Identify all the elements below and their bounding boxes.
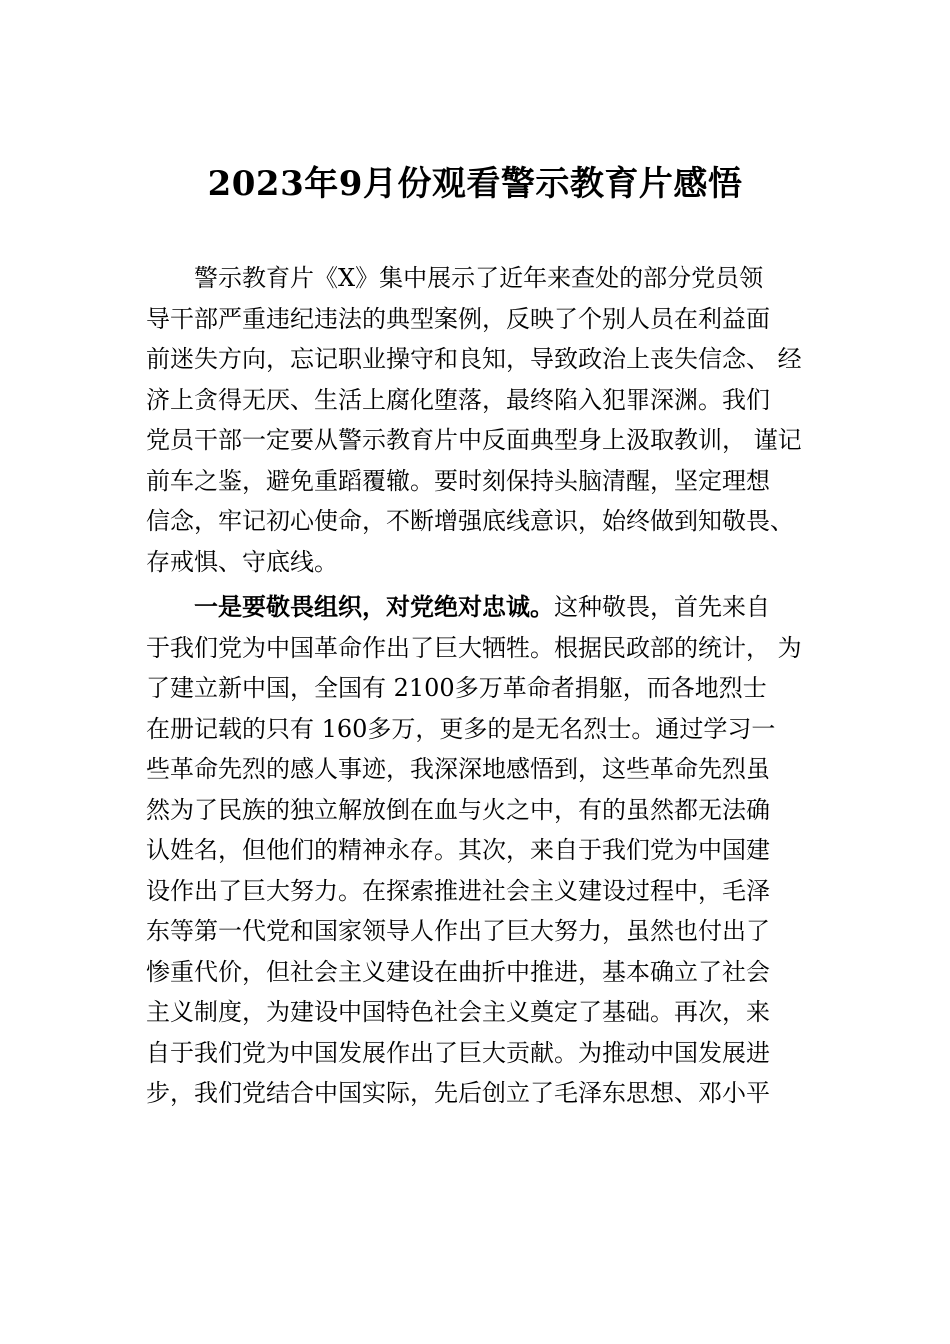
paragraph-line: 东等第一代党和国家领导人作出了巨大努力，虽然也付出了 xyxy=(146,917,770,945)
paragraph-line: 自于我们党为中国发展作出了巨大贡献。为推动中国发展进 xyxy=(146,1038,770,1067)
paragraph-line: 济上贪得无厌、生活上腐化堕落，最终陷入犯罪深渊。我们 xyxy=(146,385,770,414)
paragraph-line: 些革命先烈的感人事迹，我深深地感悟到，这些革命先烈虽 xyxy=(146,755,770,783)
paragraph-lead-rest: 这种敬畏，首先来自 xyxy=(554,593,770,621)
paragraph-line: 步，我们党结合中国实际，先后创立了毛泽东思想、邓小平 xyxy=(146,1079,770,1107)
paragraph-line: 警示教育片《X》集中展示了近年来查处的部分党员领 xyxy=(194,264,764,292)
document-title: 2023年9月份观看警示教育片感悟 xyxy=(207,164,743,204)
paragraph-first-line xyxy=(146,587,826,628)
paragraph-point-one xyxy=(146,587,826,1114)
paragraph-line: 了建立新中国，全国有 2100多万革命者捐躯，而各地烈士 xyxy=(146,674,767,702)
paragraph-line: 设作出了巨大努力。在探索推进社会主义建设过程中，毛泽 xyxy=(146,876,770,905)
paragraph-line: 然为了民族的独立解放倒在血与火之中，有的虽然都无法确 xyxy=(146,795,770,824)
paragraph-line: 于我们党为中国革命作出了巨大牺牲。根据民政部的统计， 为 xyxy=(146,633,802,662)
paragraph-line: 存戒惧、守底线。 xyxy=(146,547,338,576)
paragraph-line: 党员干部一定要从警示教育片中反面典型身上汲取教训， 谨记 xyxy=(146,426,802,454)
paragraph-line: 导干部严重违纪违法的典型案例，反映了个别人员在利益面 xyxy=(146,304,770,333)
paragraph-lead-heading: 一是要敬畏组织，对党绝对忠诚。 xyxy=(194,593,554,621)
paragraph-intro xyxy=(146,258,826,582)
paragraph-line: 认姓名，但他们的精神永存。其次，来自于我们党为中国建 xyxy=(146,836,770,864)
paragraph-line: 主义制度，为建设中国特色社会主义奠定了基础。再次，来 xyxy=(146,998,770,1026)
paragraph-line: 前车之鉴，避免重蹈覆辙。要时刻保持头脑清醒，坚定理想 xyxy=(146,466,770,495)
paragraph-line: 在册记载的只有 160多万，更多的是无名烈士。通过学习一 xyxy=(146,714,776,743)
paragraph-line: 惨重代价，但社会主义建设在曲折中推进，基本确立了社会 xyxy=(146,957,770,986)
paragraph-line: 前迷失方向，忘记职业操守和良知，导致政治上丧失信念、 经 xyxy=(146,345,802,373)
paragraph-line: 信念，牢记初心使命，不断增强底线意识，始终做到知敬畏、 xyxy=(146,507,794,535)
